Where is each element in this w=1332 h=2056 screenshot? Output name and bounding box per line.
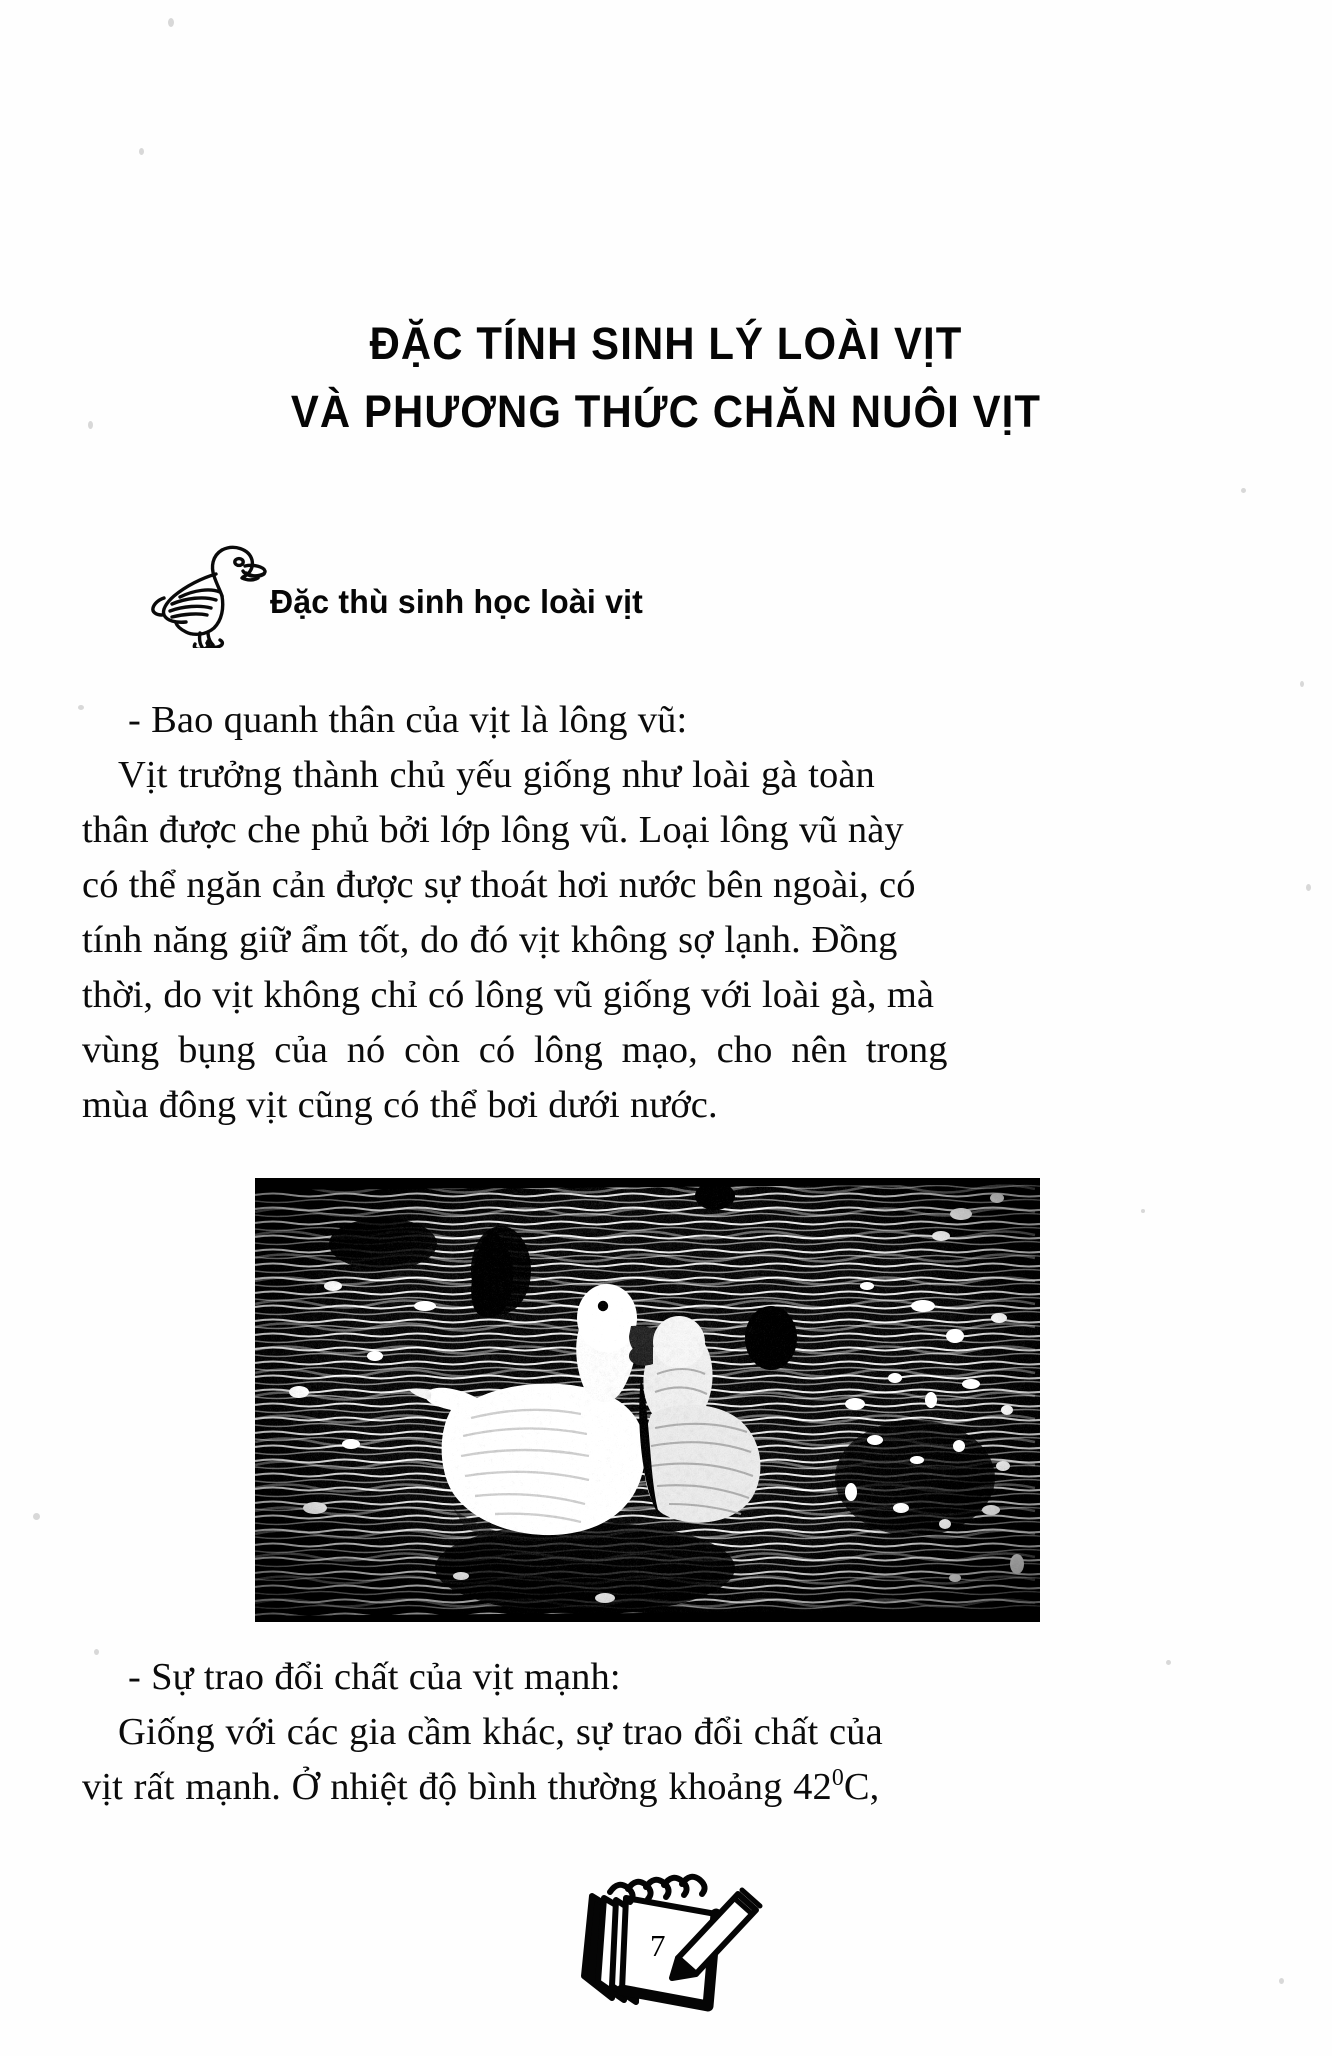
duck-icon <box>150 538 268 648</box>
page-title <box>0 310 1332 446</box>
body-line: - Bao quanh thân của vịt là lông vũ: <box>128 699 688 741</box>
page-number: 7 <box>650 1928 666 1963</box>
section-heading-label: Đặc thù sinh học loài vịt <box>270 583 644 620</box>
scan-speckle <box>1241 488 1246 493</box>
duck-photograph <box>255 1178 1040 1622</box>
body-line: thời, do vịt không chỉ có lông vũ giống với loài gà, mà <box>82 974 935 1016</box>
degree-superscript: 0 <box>831 1765 844 1792</box>
body-line: thân được che phủ bởi lớp lông vũ. Loại lông vũ này <box>82 809 904 851</box>
body-line: mùa đông vịt cũng có thể bơi dưới nước. <box>82 1084 718 1126</box>
scan-speckle <box>168 18 174 27</box>
body-line-text-tail: C, <box>843 1766 880 1808</box>
section-heading <box>150 538 1050 648</box>
body-line: vùng bụng của nó còn có lông mạo, cho nên trong <box>82 1029 948 1071</box>
body-line: Giống với các gia cầm khác, sự trao đổi chất của <box>118 1711 883 1753</box>
body-line: có thể ngăn cản được sự thoát hơi nước bên ngoài, có <box>82 864 916 906</box>
scan-speckle <box>33 1513 40 1520</box>
page-title-line-2: VÀ PHƯƠNG THỨC CHĂN NUÔI VỊT <box>290 386 1042 437</box>
body-line-text: vịt rất mạnh. Ở nhiệt độ bình thường khoảng 42 <box>82 1766 832 1808</box>
page-footer <box>566 1872 796 2022</box>
scan-speckle <box>1300 681 1304 687</box>
scan-speckle <box>139 148 144 155</box>
body-line: tính năng giữ ẩm tốt, do đó vịt không sợ lạnh. Đồng <box>82 919 898 961</box>
body-line: - Sự trao đổi chất của vịt mạnh: <box>128 1656 621 1698</box>
body-paragraph-2 <box>82 1650 1187 1815</box>
body-line <box>82 1760 1187 1815</box>
scan-speckle <box>1279 1978 1284 1984</box>
page-title-line-1: ĐẶC TÍNH SINH LÝ LOÀI VỊT <box>369 318 963 369</box>
body-line: Vịt trưởng thành chủ yếu giống như loài gà toàn <box>118 754 875 796</box>
notepad-pencil-icon <box>566 2009 796 2026</box>
body-paragraph-1 <box>82 693 1187 1133</box>
scan-speckle <box>1141 1209 1145 1213</box>
scan-speckle <box>1306 884 1311 891</box>
